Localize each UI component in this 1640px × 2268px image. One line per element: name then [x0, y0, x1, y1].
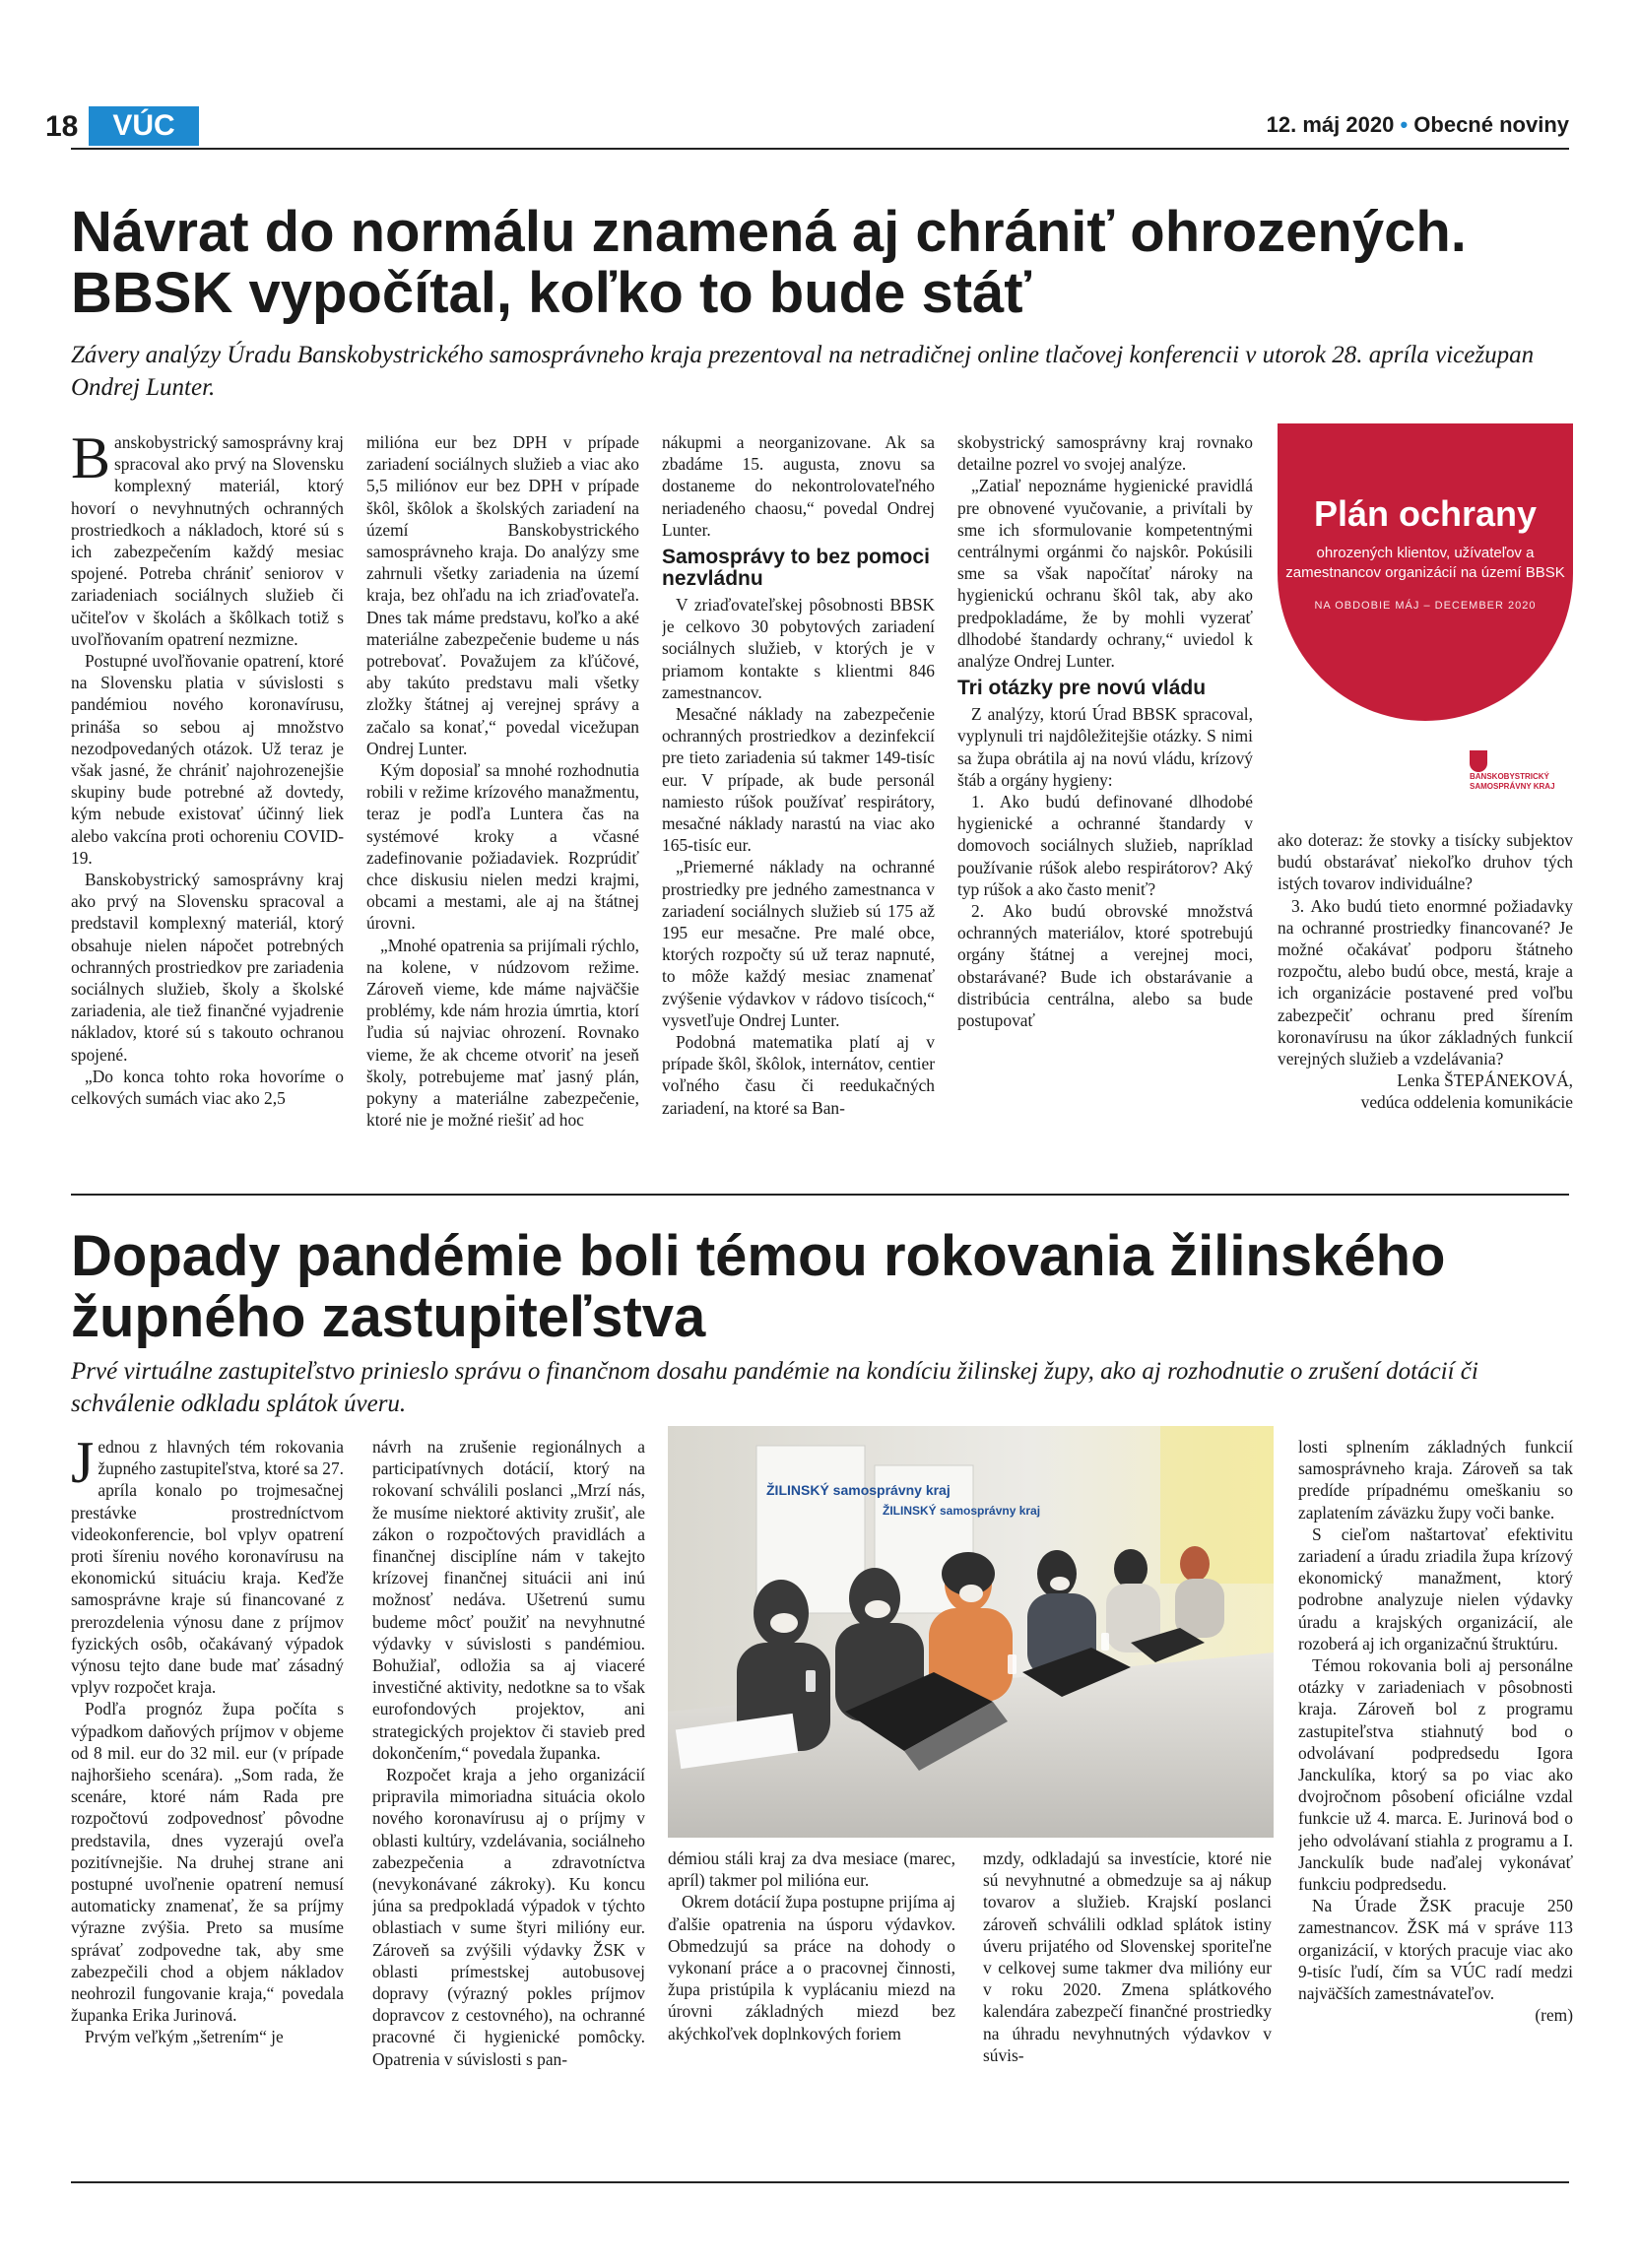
author-initials: (rem): [1535, 2005, 1573, 2026]
subheading: Tri otázky pre novú vládu: [957, 677, 1207, 700]
bbsk-logo: [1470, 750, 1578, 791]
paragraph: milióna eur bez DPH v prípade zariadení sociálnych služieb a viac ako 5,5 miliónov eur bez DPH v prípade škôl, škôlok a školských zariadení na území Banskobystrického samosprávneho kraja. Do analýzy sme zahrnuli všetky zariadenia na území kraja, bez ohľadu na ich zriaďovateľa. Dnes tak máme predstavu, koľko a aké materiálne zabezpečenie budeme u nás potrebovať. Považujem za kľúčové, aby takúto predstavu mali všetky zložky štátnej aj verejnej správy a začalo sa konať,“ povedal vicežupan Ondrej Lunter.: [366, 432, 639, 758]
paragraph: Prvým veľkým „šetrením“ je: [85, 2027, 284, 2047]
photo-banner-text: ŽILINSKÝ samosprávny kraj: [883, 1504, 1041, 1518]
article2-deck: Prvé virtuálne zastupiteľstvo prinieslo správu o finančnom dosahu pandémie na kondíciu žilinskej župy, ako aj rozhodnutie o zrušení dotácií či schválenie odkladu splátok úveru.: [71, 1358, 1478, 1417]
article1-column-1: [71, 431, 344, 1182]
article2-column-4: [983, 1847, 1272, 2160]
protection-plan-graphic: [1278, 423, 1573, 721]
paragraph: démiou stáli kraj za dva mesiace (marec, apríl) takmer pol milióna eur.: [668, 1848, 955, 1891]
author-name: Lenka ŠTEPÁNEKOVÁ,: [1397, 1070, 1573, 1091]
council-meeting-photo: [668, 1426, 1274, 1838]
paragraph: „Priemerné náklady na ochranné prostriedky pre jedného zamestnanca v zariadení sociálnych služieb sú 175 až 195 eur mesačne. Pre malé obce, ktorých rozpočty sú už teraz napnuté, to môže každý mesiac znamenať zvýšenie výdavkov v rádovo tisícoch,“ vysvetľuje Ondrej Lunter.: [662, 857, 935, 1030]
paragraph: skobystrický samosprávny kraj rovnako detailne pozrel vo svojej analýze.: [957, 432, 1253, 475]
article1-column-2: [366, 431, 639, 1182]
paragraph: Rozpočet kraja a jeho organizácií pripravila mimoriadna situácia okolo nového koronavírusu aj o príjmy v oblasti kultúry, vzdelávania, sociálneho zabezpečenia a zdravotníctva (nevykonávané zákroky). Ku koncu júna sa predpokladá výpadok v týchto oblastiach v sume štyri milióny eur. Zároveň sa zvýšili výdavky ŽSK v oblasti prímestskej autobusovej dopravy (výrazný pokles príjmov dopravcov z cestovného), na ochranné pracovné či hygienické pomôcky. Opatrenia v súvislosti s pan-: [372, 1765, 645, 2069]
article1-headline-line2: BBSK vypočítal, koľko to bude stáť: [71, 261, 1032, 325]
paragraph: Okrem dotácií župa postupne prijíma aj ďalšie opatrenia na úsporu výdavkov. Obmedzujú sa práce na dohody o vykonaní práce a o pracovnej činnosti, župa pristúpila k vyplácaniu miezd na úrovni základných miezd bez akýchkoľvek doplnkových foriem: [668, 1892, 955, 2043]
article-separator-rule: [71, 1194, 1569, 1196]
article1-column-4: [957, 431, 1253, 1182]
article2-headline: [71, 1226, 1569, 1348]
promo-period: NA OBDOBIE MÁJ – DECEMBER 2020: [1314, 600, 1537, 612]
article2-column-2: [372, 1436, 645, 2160]
paragraph: S cieľom naštartovať efektivitu zariadení a úradu zriadila župa krízový ekonomický manažment, ktorý podrobne analyzuje nielen výdavky úradu a krajských organizácií, ale rozoberá aj ich organizačnú štruktúru.: [1298, 1523, 1573, 1653]
paragraph: ako doteraz: že stovky a tisícky subjektov budú obstarávať niekoľko druhov tých istých tovarov individuálne?: [1278, 830, 1573, 894]
section-badge: VÚC: [89, 106, 199, 146]
paragraph: 2. Ako budú obrovské množstvá ochranných materiálov, ktoré spotrebujú orgány štátnej a verejnej moci, obstarávané? Bude ich obstarávanie a distribúcia centrálna, alebo sa bude postupovať: [957, 901, 1253, 1031]
paragraph: Banskobystrický samosprávny kraj ako prvý na Slovensku spracoval a predstavil komplexný materiál, ktorý obsahuje nielen nápočet potrebných ochranných prostriedkov pre zariadenia sociálnych služieb, školy a školské zariadenia, ale tiež finančné vyjadrenie nákladov, ktoré sú s takouto ochranou spojené.: [71, 870, 344, 1065]
paragraph: „Do konca tohto roka hovoríme o celkových sumách viac ako 2,5: [71, 1066, 344, 1109]
paragraph: Mesačné náklady na zabezpečenie ochranných prostriedkov a dezinfekcií pre tieto zariadenia sú takmer 149-tisíc eur. V prípade, ak bude personál namiesto rúšok používať respirátory, mesačné náklady narastú na viac ako 165-tisíc eur.: [662, 704, 935, 856]
coat-of-arms-icon: [1470, 750, 1487, 772]
paragraph: Kým doposiaľ sa mnohé rozhodnutia robili v režime krízového manažmentu, teraz je podľa Luntera čas na systémové kroky a včasné zadefinovanie požiadaviek. Rozprúdiť chce diskusiu nielen medzi krajmi, obcami a mestami, ale aj na štátnej úrovni.: [366, 760, 639, 934]
article2-column-5: [1298, 1436, 1573, 2160]
paragraph: „Mnohé opatrenia sa prijímali rýchlo, na kolene, v núdzovom režime. Zároveň vieme, kde máme najväčšie problémy, kde nám hrozia úmrtia, ktorí ľudia sú najviac ohrození. Rovnako vieme, že ak chceme otvoriť na jeseň školy, potrebujeme mať jasný plán, pokyny a materiálne zabezpečenie, ktoré nie je možné riešiť ad hoc: [366, 935, 639, 1131]
article2-column-1: [71, 1436, 344, 2160]
paragraph: ednou z hlavných tém rokovania župného zastupiteľstva, ktoré sa 27. apríla konalo po trojmesačnej prestávke prostredníctvom videokonferencie, bol vplyv opatrení proti šíreniu nového koronavírusu na ekonomickú situáciu kraja. Keďže samosprávne kraje sú financované z prerozdelenia výnosu dane z príjmov fyzických osôb, očakávaný výpadok výnosu tejto dane bude mať zásadný vplyv rozpočet kraja.: [71, 1437, 344, 1698]
paragraph: 1. Ako budú definované dlhodobé hygienické a ochranné štandardy v domovoch sociálnych služieb, napríklad používanie rúšok alebo respirátorov? Aký typ rúšok a ako často meniť?: [957, 792, 1253, 899]
issue-info: [1267, 112, 1569, 138]
author-role: vedúca oddelenia komunikácie: [1360, 1092, 1573, 1113]
paragraph: Podľa prognóz župa počíta s výpadkom daňových príjmov v objeme od 8 mil. eur do 32 mil. eur (v prípade najhoršieho scenára). „Som rada, že scenáre, ktoré nám Rada pre rozpočtovú zodpovednosť pôvodne predstavila, dnes vyzerajú oveľa pozitívnejšie. Na druhej strane ani postupné uvoľnenie opatrení nemusí automaticky znamenať, že sa príjmy výrazne zvýšia. Preto sa musíme správať zodpovedne tak, aby sme zabezpečili chod a objem nákladov neohrozil fungovanie kraja,“ povedala županka Erika Jurinová.: [71, 1699, 344, 2026]
dropcap: J: [71, 1436, 95, 1495]
dropcap: B: [71, 431, 111, 490]
photo-banner-text: ŽILINSKÝ samosprávny kraj: [766, 1482, 951, 1498]
paragraph: V zriaďovateľskej pôsobnosti BBSK je celkovo 30 pobytových zariadení sociálnych služieb, v ktorých je v priamom kontakte s klientmi 846 zamestnancov.: [662, 595, 935, 702]
article2-column-3: [668, 1847, 955, 2160]
paragraph: návrh na zrušenie regionálnych a participatívnych dotácií, ktorý na rokovaní schválili poslanci „Mrzí nás, že musíme niektoré aktivity zrušiť, ale zákon o rozpočtových pravidlách a finančnej disciplíne nám v takejto krízovej finančnej situácii ani inú možnosť nedáva. Ušetrenú sumu budeme môcť použiť na nevyhnutné výdavky v súvislosti s pandémiou. Bohužiaľ, odložia sa aj viaceré investičné aktivity, nedotkne sa to však eurofondových projektov, ani strategických projektov či stavieb pred dokončením,“ povedala županka.: [372, 1437, 645, 1763]
promo-subtitle: ohrozených klientov, užívateľov a zamestnancov organizácií na území BBSK: [1285, 545, 1565, 581]
article1-headline: [71, 202, 1569, 324]
paragraph: losti splnením základných funkcií samosprávneho kraja. Zároveň sa tak predíde prípadnému omeškaniu so zaplatením záväzku župy voči banke.: [1298, 1437, 1573, 1523]
issue-date: 12. máj 2020: [1266, 112, 1395, 137]
page-number: 18: [45, 110, 79, 143]
paragraph: nákupmi a neorganizovane. Ak sa zbadáme 15. augusta, znovu sa dostaneme do nekontrolovateľného neriadeného chaosu,“ povedal Ondrej Lunter.: [662, 432, 935, 540]
separator-dot: •: [1400, 112, 1409, 137]
footer-rule: [71, 2181, 1569, 2183]
article2-headline-line2: župného zastupiteľstva: [71, 1285, 706, 1349]
paragraph: Na Úrade ŽSK pracuje 250 zamestnancov. ŽSK má v správe 113 organizácií, v ktorých pracuje viac ako 9-tisíc ľudí, čím sa VÚC radí medzi najväčších zamestnávateľov.: [1298, 1896, 1573, 2004]
paragraph: 3. Ako budú tieto enormné požiadavky na ochranné prostriedky financované? Je možné očakávať podporu štátneho rozpočtu, alebo budú obce, mestá, kraje a ich organizácie postavené pred voľbu zabezpečiť ochranu pred šírením koronavírusu na úkor základných funkcií verejných služieb a vzdelávania?: [1278, 895, 1573, 1069]
article2-headline-line1: Dopady pandémie boli témou rokovania žilinského: [71, 1224, 1446, 1288]
paragraph: „Zatiaľ nepoznáme hygienické pravidlá pre obnovené vyučovanie, a privítali by sme ich sformulovanie kompetentnými centrálnymi orgánmi čo najskôr. Pokúsili sme sa však napočítať nároky na hygienickú ochranu škôl tak, aby ako predpokladáme, že by mohli vyzerať dlhodobé štandardy ochrany,“ uviedol k analýze Ondrej Lunter.: [957, 476, 1253, 672]
paragraph: Z analýzy, ktorú Úrad BBSK spracoval, vyplynuli tri najdôležitejšie otázky. S nimi sa župa obrátila aj na novú vládu, krízový štáb a orgány hygieny:: [957, 704, 1253, 790]
publication-name: Obecné noviny: [1413, 112, 1569, 137]
logo-text: BANSKOBYSTRICKÝ SAMOSPRÁVNY KRAJ: [1470, 772, 1555, 791]
header-rule: [71, 148, 1569, 150]
subheading: Samosprávy to bez pomoci nezvládnu: [662, 546, 930, 591]
paragraph: Postupné uvoľňovanie opatrení, ktoré na Slovensku platia v súvislosti s pandémiou nového koronavírusu, prináša so sebou aj množstvo nezodpovedaných otázok. Už teraz je však jasné, že chrániť najohrozenejšie skupiny bude potrebné až dovtedy, kým nebude existovať účinný liek alebo vakcína proti ochoreniu COVID-19.: [71, 651, 344, 868]
article1-column-5: [1278, 829, 1573, 1182]
promo-title: Plán ochrany: [1313, 493, 1538, 534]
article1-deck: Závery analýzy Úradu Banskobystrického samosprávneho kraja prezentoval na netradičnej online tlačovej konferencii v utorok 28. apríla vicežupan Ondrej Lunter.: [71, 342, 1535, 401]
article1-column-3: [662, 431, 935, 1182]
paragraph: mzdy, odkladajú sa investície, ktoré nie sú nevyhnutné a obmedzuje sa aj nákup tovarov a služieb. Krajskí poslanci zároveň schválili odklad splátok istiny úveru prijatého od Slovenskej sporiteľne v celkovej sume takmer dva milióny eur v roku 2020. Zmena splátkového kalendára zabezpečí finančné prostriedky na úhradu nevyhnutných výdavkov v súvis-: [983, 1848, 1272, 2065]
paragraph: Podobná matematika platí aj v prípade škôl, škôlok, internátov, centier voľného času či reedukačných zariadení, na ktoré sa Ban-: [662, 1032, 935, 1118]
paragraph: Témou rokovania boli aj personálne otázky v zariadeniach v pôsobnosti kraja. Zároveň bol z programu zastupiteľstva stiahnutý bod o odvolávaní podpredsedu Igora Janckulíka, ktorý sa po viac ako dvojročnom pôsobení oficiálne vzdal funkcie už 4. marca. E. Jurinová bod o jeho odvolávaní stiahla z programu a I. Janckulík bude naďalej vykonávať funkciu podpredsedu.: [1298, 1655, 1573, 1895]
article1-headline-line1: Návrat do normálu znamená aj chrániť ohrozených.: [71, 200, 1467, 264]
paragraph: anskobystrický samosprávny kraj spracoval ako prvý na Slovensku komplexný materiál, ktorý hovorí o nevyhnutných ochranných prostriedkoch a nákladoch, ktoré sú s ich zabezpečením každý mesiac spojené. Potreba chrániť seniorov v zariadeniach sociálnych služieb či učiteľov v školách a škôlkach totiž s uvoľňovaním opatrení nezmizne.: [71, 432, 344, 649]
